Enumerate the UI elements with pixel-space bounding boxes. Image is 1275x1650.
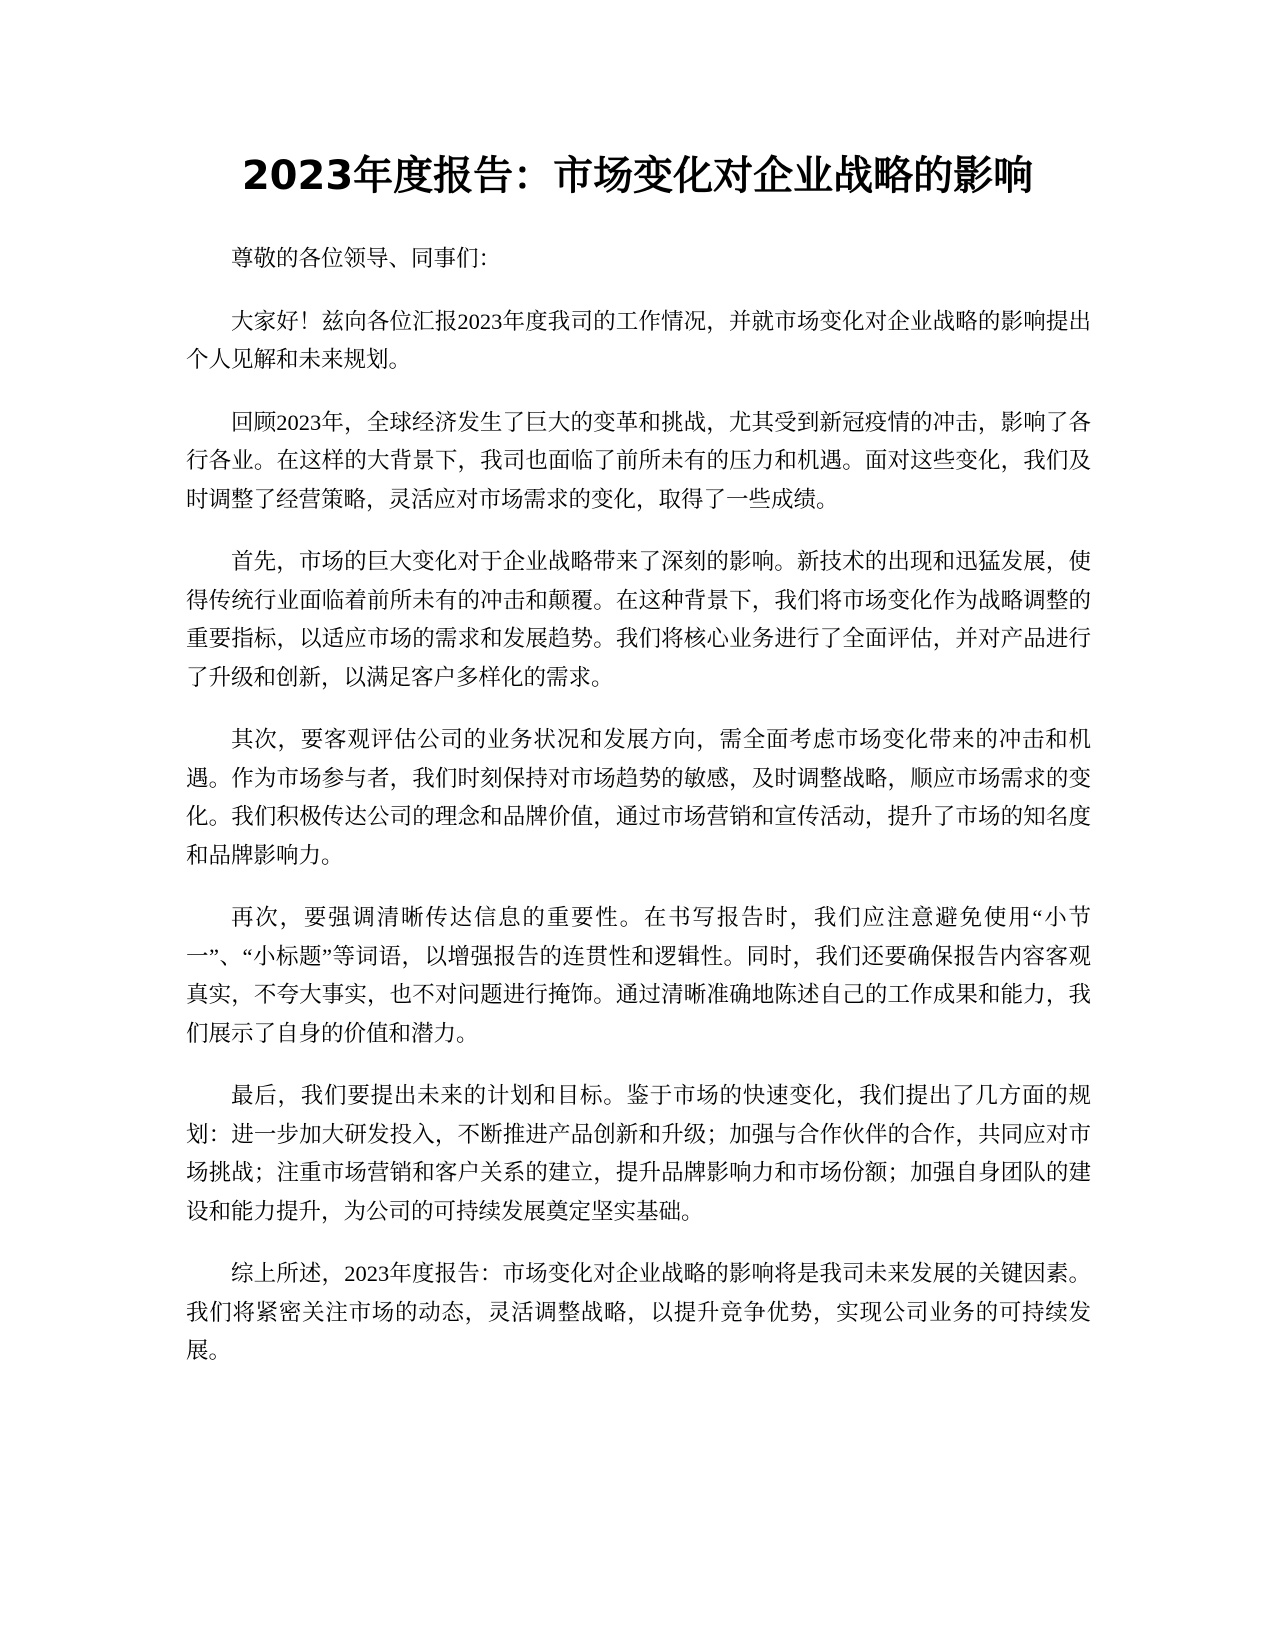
paragraph-greeting: 尊敬的各位领导、同事们： <box>231 246 502 271</box>
paragraph-third: 再次，要强调清晰传达信息的重要性。在书写报告时，我们应注意避免使用“小节一”、“小标题”等词语，以增强报告的连贯性和逻辑性。同时，我们还要确保报告内容客观真实，不夸大事实，也不对问题进行掩饰。通过清晰准确地陈述自己的工作成果和能力，我们展示了自身的价值和潜力。 <box>186 905 1091 1046</box>
paragraph-conclusion: 综上所述，2023年度报告：市场变化对企业战略的影响将是我司未来发展的关键因素。我们将紧密关注市场的动态，灵活调整战略，以提升竞争优势，实现公司业务的可持续发展。 <box>186 1261 1091 1363</box>
paragraph-intro: 大家好！兹向各位汇报2023年度我司的工作情况，并就市场变化对企业战略的影响提出个人见解和未来规划。 <box>186 308 1091 372</box>
paragraph-review: 回顾2023年，全球经济发生了巨大的变革和挑战，尤其受到新冠疫情的冲击，影响了各行各业。在这样的大背景下，我司也面临了前所未有的压力和机遇。面对这些变化，我们及时调整了经营策略，灵活应对市场需求的变化，取得了一些成绩。 <box>186 409 1091 512</box>
paragraph-first: 首先，市场的巨大变化对于企业战略带来了深刻的影响。新技术的出现和迅猛发展，使得传统行业面临着前所未有的冲击和颠覆。在这种背景下，我们将市场变化作为战略调整的重要指标，以适应市场的需求和发展趋势。我们将核心业务进行了全面评估，并对产品进行了升级和创新，以满足客户多样化的需求。 <box>186 549 1091 690</box>
paragraph-final: 最后，我们要提出未来的计划和目标。鉴于市场的快速变化，我们提出了几方面的规划：进一步加大研发投入，不断推进产品创新和升级；加强与合作伙伴的合作，共同应对市场挑战；注重市场营销和客户关系的建立，提升品牌影响力和市场份额；加强自身团队的建设和能力提升，为公司的可持续发展奠定坚实基础。 <box>186 1083 1091 1224</box>
document-title: 2023年度报告：市场变化对企业战略的影响 <box>241 153 1034 199</box>
paragraph-second: 其次，要客观评估公司的业务状况和发展方向，需全面考虑市场变化带来的冲击和机遇。作为市场参与者，我们时刻保持对市场趋势的敏感，及时调整战略，顺应市场需求的变化。我们积极传达公司的理念和品牌价值，通过市场营销和宣传活动，提升了市场的知名度和品牌影响力。 <box>186 727 1091 868</box>
document-body <box>186 240 1091 1395</box>
